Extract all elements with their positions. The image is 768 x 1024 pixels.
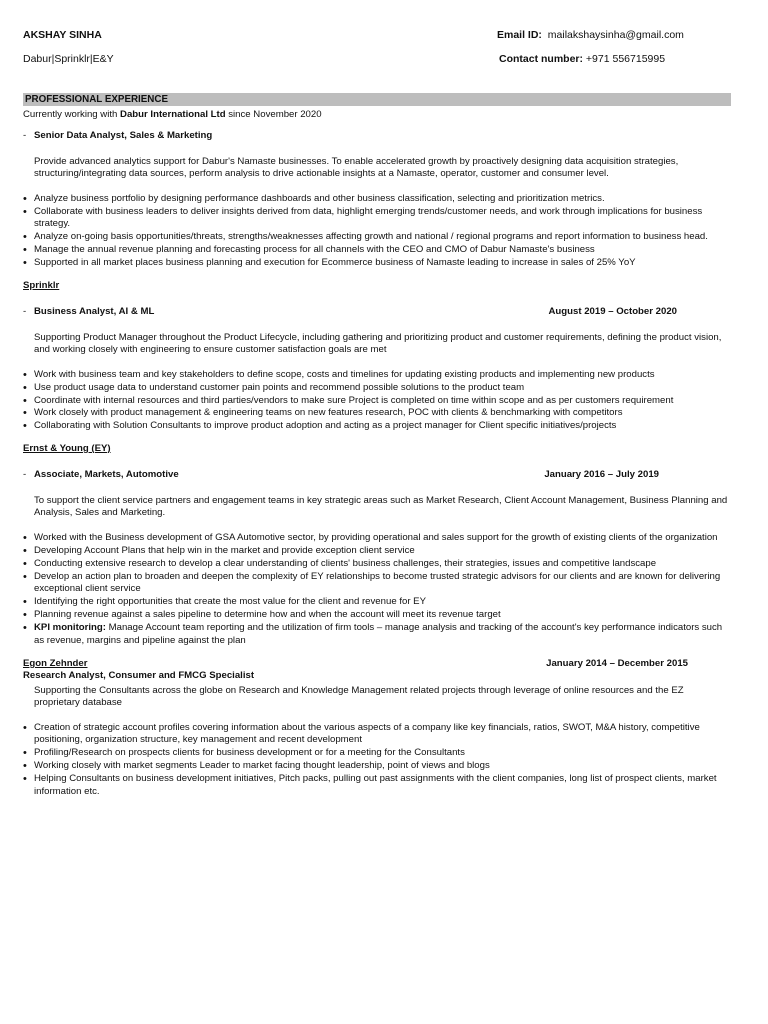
job-role-sprinklr: - Business Analyst, AI & ML August 2019 – October 2020: [23, 306, 731, 318]
list-item-kpi: [23, 622, 731, 647]
list-item: • Supported in all market places business planning and execution for Ecommerce business of Namaste leading to increase in sales of 25% YoY: [23, 257, 731, 269]
phone-value: +971 556715995: [585, 53, 666, 65]
list-item: • Profiling/Research on prospects clients for business development or for a meeting for the Consultants: [23, 747, 731, 759]
list-item: • Developing Account Plans that help win in the market and provide exception client service: [23, 545, 731, 557]
list-item: • Work with business team and key stakeholders to define scope, costs and timelines for updating existing products and implementing new products: [23, 369, 731, 381]
company-egon-zehnder: Egon Zehnder: [23, 658, 88, 669]
list-item: • Helping Consultants on business development initiatives, Pitch packs, pulling out past assignments with the client companies, long list of prospect clients, market information etc.: [23, 773, 731, 798]
list-item: • Planning revenue against a sales pipeline to determine how and when the account will meet its revenue target: [23, 609, 731, 621]
list-item: • Conducting extensive research to develop a clear understanding of clients' business challenges, their strategies, issues and competitive landscape: [23, 558, 731, 570]
list-item: • Collaborate with business leaders to deliver insights derived from data, highlight emerging trends/customer needs, and work through implications for business strategy.: [23, 206, 731, 231]
list-item: • Work closely with product management & engineering teams on new features research, POC with clients & benchmarking with competitors: [23, 407, 731, 419]
role-title: Associate, Markets, Automotive: [34, 469, 179, 481]
role-dates: August 2019 – October 2020: [548, 306, 677, 318]
email-value[interactable]: mailakshaysinha@gmail.com: [547, 29, 684, 41]
role-title: Research Analyst, Consumer and FMCG Specialist: [23, 670, 255, 682]
job-bullets-sprinklr: [23, 369, 731, 433]
list-item: • Analyze business portfolio by designing performance dashboards and other business classification, selecting and prioritization metrics.: [23, 193, 731, 205]
list-item: • Worked with the Business development of GSA Automotive sector, by providing operational and sales support for the growth of existing clients of the organization: [23, 532, 731, 544]
kpi-text: Manage Account team reporting and the utilization of firm tools – manage analysis and tracking of the account's key performance indicators such as revenue, margins and pipeline against the plan: [34, 622, 723, 646]
experience-content: [23, 93, 731, 799]
phone-label: Contact number:: [499, 53, 583, 65]
employer-tagline: Dabur|Sprinklr|E&Y: [23, 53, 114, 65]
list-item: • Use product usage data to understand customer pain points and recommend possible solutions to the product team: [23, 382, 731, 394]
job-bullets-dabur: [23, 193, 731, 270]
job-role-ey: - Associate, Markets, Automotive January 2016 – July 2019: [23, 469, 731, 481]
kpi-label: KPI monitoring:: [34, 622, 106, 634]
candidate-name: AKSHAY SINHA: [23, 29, 102, 41]
role-dates: January 2014 – December 2015: [546, 658, 688, 669]
current-company: Dabur International Ltd: [120, 109, 226, 120]
list-item: • Coordinate with internal resources and third parties/vendors to make sure Project is completed on time within scope and as per customers requirement: [23, 395, 731, 407]
list-item: • Manage the annual revenue planning and forecasting process for all channels with the CEO and CMO of Dabur Namaste's business: [23, 244, 731, 256]
company-sprinklr: Sprinklr: [23, 279, 60, 291]
job-summary: To support the client service partners and engagement teams in key strategic areas such as Market Research, Client Account Management, Business Planning and Analysis, Sales and Marketing.: [34, 494, 728, 519]
email-label: Email ID:: [497, 29, 542, 41]
company-ey: Ernst & Young (EY): [23, 442, 111, 454]
job-bullets-egon: [23, 722, 731, 798]
role-title: Senior Data Analyst, Sales & Marketing: [34, 130, 213, 142]
job-summary: Provide advanced analytics support for Dabur's Namaste businesses. To enable accelerated growth by proactively designing data acquisition strategies, structuring/integrating data sources, perform analysis to drive actionable insights at a Namaste, operator, customer and consumer level.: [34, 155, 679, 180]
list-item: • Working closely with market segments Leader to market facing thought leadership, point of views and blogs: [23, 760, 731, 772]
job-summary: Supporting Product Manager throughout the Product Lifecycle, including gathering and prioritizing product and customer requirements, defining the product vision, and working closely with engineering to ensure customer satisfaction goals are met: [34, 331, 722, 356]
list-item: • Identifying the right opportunities that create the most value for the client and revenue for EY: [23, 596, 731, 608]
phone-line: [499, 53, 665, 67]
company-egon-zehnder-row: [23, 658, 731, 670]
current-employment: Currently working with Dabur International Ltd since November 2020: [23, 109, 322, 120]
job-summary: Supporting the Consultants across the globe on Research and Knowledge Management related projects through leverage of online resources and the EZ proprietary database: [34, 684, 684, 709]
job-bullets-ey: [23, 532, 731, 647]
role-dates: January 2016 – July 2019: [544, 469, 659, 481]
job-role-dabur: - Senior Data Analyst, Sales & Marketing: [23, 130, 213, 142]
list-item: • Collaborating with Solution Consultants to improve product adoption and acting as a project manager for Client specific initiatives/projects: [23, 420, 731, 432]
role-title: Business Analyst, AI & ML: [34, 306, 155, 318]
list-item: • Develop an action plan to broaden and deepen the complexity of EY relationships to become trusted strategic advisors for our clients and are known for delivering exceptional client service: [23, 571, 731, 596]
list-item: • Analyze on-going basis opportunities/threats, strengths/weaknesses affecting growth and national / regional programs and report information to business head.: [23, 231, 731, 243]
section-heading: PROFESSIONAL EXPERIENCE: [23, 93, 731, 106]
list-item: • Creation of strategic account profiles covering information about the various aspects of a company like key financials, ratios, SWOT, M&A history, competitive positioning, organization structure, key management and recent development: [23, 722, 731, 747]
email-line: [497, 29, 684, 43]
